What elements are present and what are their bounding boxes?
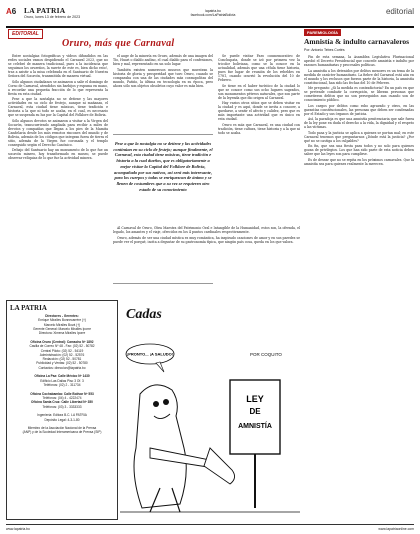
paragraph: Oruro es más que Carnaval, es una ciudad con tradición, tiene cultura, tiene historia y a la que ni todo se acaba. — [218, 122, 300, 135]
paragraph: También existen numerosos museos que muestran la historia de gloria y prosperidad que tuvo Oruro, cuando se comparaba con una de las ciudades más cosmopolitas del mundo, Patiño, la última en tecnología en su época, pero ahora sólo son objetos obsoletos cuyo valor es más bien. — [113, 67, 213, 88]
staff-line: Teléfonos: (04) 4 - 4222474 — [42, 395, 82, 400]
editorial-column-bottom — [113, 226, 300, 294]
staff-line: Oficina Cochabamba: Calle Bolívar Nº 553 — [30, 391, 94, 396]
page-number-prefix: A — [6, 7, 12, 16]
paragraph: Así, la paradoja es que una amnistía penitenciaria que sale fuera de la ley pone en duda el derecho a la vida, la dignidad y el respeto a las víctimas. — [304, 117, 414, 130]
paragraph: Entre nostalgias fotográficas y vídeos difundidos en las redes sociales vamos despidiendo el Carnaval 2023, que no se celebró de manera tradicional, pues a la incidencia que seguimos los orureños, la suerte de este es, bien dicho esto!, tras a asistir a la misa celebrada en el Santuario de Nuestra Señora del Socavón, transmitida de manera virtual. — [8, 54, 108, 78]
footer-website-left[interactable]: www.lapatria.bo — [6, 526, 30, 531]
cartoon-byline: POR COQUITO — [250, 352, 282, 357]
paragraph: Fin de esta semana, la Asamblea Legislativa Plurinacional aprobó el Decreto Presidencial que concede amnistía e indulto por razones humanitarias y procesales políticas. — [304, 55, 414, 68]
staff-line: (ANP) y de la Sociedad Interamericana de Prensa (SIP) — [22, 430, 102, 435]
sign-line-3: AMNISTÍA — [238, 423, 272, 430]
paragraph: el auge de la minería en Oruro, además de una imagen del Tío, Huari o diablo andino, el cual diablo para el confesiones, bien y mal, representado en un solo lugar. — [113, 54, 213, 66]
paragraph: En fin, que sea una fiesta para todos y no solo para quienes gozan de privilegios. Los que han sido parte de esta noticia deben saber que las leyes son para cumplirse. — [304, 144, 414, 157]
paragraph: Pese a que la nostalgia no se detiene y las mayores actividades en su ciclo de festejo, aunque ni mañanas, el Carnaval, esta ciudad tiene músicas, tiene tradición e historia a la que ni todo se acaba, en el cual, es necesario que se suspenda su luz por la Capital del Folklore de Bolivia. — [8, 97, 108, 118]
cartoon-character — [134, 385, 235, 512]
page-number-value: 6 — [11, 7, 17, 16]
staff-masthead: LA PATRIA — [10, 304, 47, 312]
editorial-cartoon — [120, 298, 300, 520]
amnesty-sign — [230, 380, 280, 508]
staff-line: Central Piloto: (02) 52 - 54119 — [40, 348, 84, 353]
staff-line: Marcelo Miralles Bová (†) — [43, 322, 81, 327]
staff-line: Gerente General: Marcelo Miralles Iporre — [33, 326, 91, 331]
staff-line: Oficina Santa Cruz: Calle Libertad Nº 350 — [31, 400, 93, 405]
page-number — [6, 7, 16, 16]
staff-line: Oficina Oruro (Central): Camacho Nº 1892 — [30, 339, 94, 344]
staff-line: Miembro de la Asociación Nacional de la Prensa — [27, 426, 97, 431]
header-web-links — [178, 9, 248, 17]
pull-quote: Pese a que la nostalgia no se detiene y las actividades continúan en su ciclo de festejo; aunque finalmente, el Carnaval, esta ciudad tiene músicas, tiene tradición e historia a la cual dueños, que es obligatoriamente a mejor visitar la Capital del Folklore de Bolivia, acompañado por sus nativos, así será más interesante, para los cuerpos y todas se enriquezcan de ánimo y se llenen de costumbres que a su vez se requieren otro estado de su conocimiento — [113, 134, 213, 284]
paragraph: Hay varios otros sitios que se deben visitar en la ciudad y es aquí, donde se invita a conocer, a quedarse, a sentir el afecto y calidez, pero que es más importante una actividad que es único en esta ciudad. — [218, 101, 300, 122]
paragraph: Es de desear que no se repita en los próximos carnavales. Que la amnistía sea para quienes realmente la merecen. — [304, 157, 414, 166]
opinion-column — [304, 29, 414, 167]
staff-line: Teléfonos: (03) 3 - 3333333 — [42, 404, 82, 409]
editorial-label: EDITORIAL — [8, 29, 43, 39]
staff-line: Enrique Miralles Bonnecarrère (†) — [38, 318, 86, 323]
masthead: LA PATRIA — [24, 6, 66, 15]
header-rule — [6, 26, 414, 28]
editorial-column-2-top — [113, 54, 213, 134]
page-header — [6, 4, 414, 26]
section-name: editorial — [385, 7, 414, 16]
speech-bubble — [126, 344, 174, 372]
opinion-body — [304, 55, 414, 166]
staff-box — [6, 300, 118, 520]
sign-line-1: LEY — [246, 394, 264, 404]
paragraph: Al Carnaval de Oruro, Obra Maestra del Patrimonio Oral e Intangible de la Humanidad, estos son, la ofrenda, el legado, los amantes y el viaje, ofrecidos en los 4 puntos cardinales respectivamente. — [113, 226, 300, 234]
staff-line: Casilla de Correo Nº 48 - Fax: (02) 52 - 50782 — [29, 344, 95, 349]
website-link[interactable]: lapatria.bo — [205, 9, 221, 13]
paragraph: Debajo del Santuario hay un monumento de lo que fue un socavón minero, hoy transformado en museo, se puede observar reliquias de lo que fue la actividad minera. — [8, 148, 108, 161]
paragraph: Me pregunto: ¿Si la medida es contradictoria? En un país en que se pretende combatir la corrupción, se liberan personas que cometieron delitos que no son perseguidos aun cuando son de conocimiento público. — [304, 86, 414, 103]
paragraph: Sólo algunos devotos se animaron a visitar a la Virgen del Socavón, transcurriendo ampliada para recibir a miles de devotos y compañías que llegan a los pies de la Mamita Candelaria desde los más remotos rincones del mundo y de Bolivia, además de los códigos que integran fuera de tierra el sitio, además de la Virgen fue coronada y el templo conseguido según el Derecho Canónico. — [8, 118, 108, 147]
staff-line: Ingeniería: Editora B.C. LA PATRIA — [37, 413, 87, 418]
staff-line: Contactos: direccion@lapatria.bo — [38, 365, 86, 370]
page-footer — [6, 524, 414, 532]
sign-line-2: DE — [249, 407, 261, 416]
staff-line: Depósito Legal: 4-3-1-80 — [44, 417, 80, 422]
paragraph: Los cargos por delitos como robo agravado y otros, en las garantías constitucionales, las personas que deben ser condenadas por el Estado y sus órganos de justicia. — [304, 103, 414, 116]
paragraph: La amnistía a los detenidos por delitos menores es un tema de la medida de carácter humanitario. La fiebre del Carnaval está aún en el mundo y los reclusos que fueron parte de la historia, la amnistía constitucional, han sido las fechas del 10 de Febrero. — [304, 68, 414, 85]
paragraph: Todo pasa y la justicia se aplica a quienes se portan mal; en este Carnaval tenemos que preguntarnos ¿Dónde está la justicia? ¿Por qué no se castiga a los culpables? — [304, 130, 414, 143]
opinion-tag: PAREMIOLOGÍA — [304, 29, 341, 36]
paragraph: Se puede visitar Faro conmemorativo de Conchupata, donde se izó por primera vez la tricolor boliviana, como se la conoce en la actualidad, además que una célula tiene historia, pues fue lugar de reunión de los rebeldes en 1781, cuando ocurrió la revolución del 10 de Febrero. — [218, 54, 300, 82]
opinion-author: Por: Antonio Tebes Cortés — [304, 48, 345, 53]
staff-line: Oficina La Paz: Calle México Nº 1430 — [34, 374, 90, 379]
footer-website-right[interactable]: www.lapatriaonline.com — [378, 526, 414, 531]
staff-line: Administración: (02) 52 - 52576 — [39, 352, 85, 357]
staff-line: Teléfonos: (02) 2 - 311734 — [43, 383, 81, 387]
editorial-column-1 — [8, 54, 108, 162]
staff-line: Directora: Ximena Miralles Iporre — [38, 331, 86, 336]
staff-line: Redacción: (02) 52 - 50781 — [42, 357, 82, 362]
editorial-column-3 — [218, 54, 300, 136]
paragraph: Se tiene en el haber turístico de la ciudad lo que se conoce como sus ocho lugares sagrados, son monumentos pétreos naturales, que son parte de la leyenda que dio origen al Carnaval. — [218, 83, 300, 100]
cartoon-drawing — [120, 298, 300, 520]
paragraph: Sólo algunos ciudadanos se animaron a salir el domingo de Corso de Carnaval, atendidos sin barbijos y espuma en mano, a recordar una pequeña fracción de lo que representa la fiesta en esta ciudad. — [8, 79, 108, 96]
editorial-title: Oruro, más que Carnaval — [62, 38, 175, 49]
staff-line: Edificio Las Dalias Piso 3 Of. 3 — [40, 378, 84, 383]
opinion-title: Amnistía & indulto carnavaleros — [304, 37, 410, 46]
cartoon-brand: Cadas — [126, 307, 162, 322]
facebook-link[interactable]: facebook.com/LaPatriaBolivia — [190, 13, 236, 17]
speech-text: ¡PRONTO... ¡A SALUDO! — [126, 351, 174, 357]
paragraph: Oruro, además de ser una ciudad mística es muy romántica, ha inspirado canciones de amor y en sus paredes se puede ver el porqué, incita a degustar de su gastronomía típica, que ningún país cosa, queda en los que valora. — [113, 235, 300, 244]
date-line: Oruro, lunes 13 de febrero de 2023 — [24, 15, 81, 19]
staff-line: Publicidad y Ventas: (02) 52 - 50780 — [36, 361, 88, 366]
staff-line: Directores - Gerentes: — [45, 314, 79, 318]
